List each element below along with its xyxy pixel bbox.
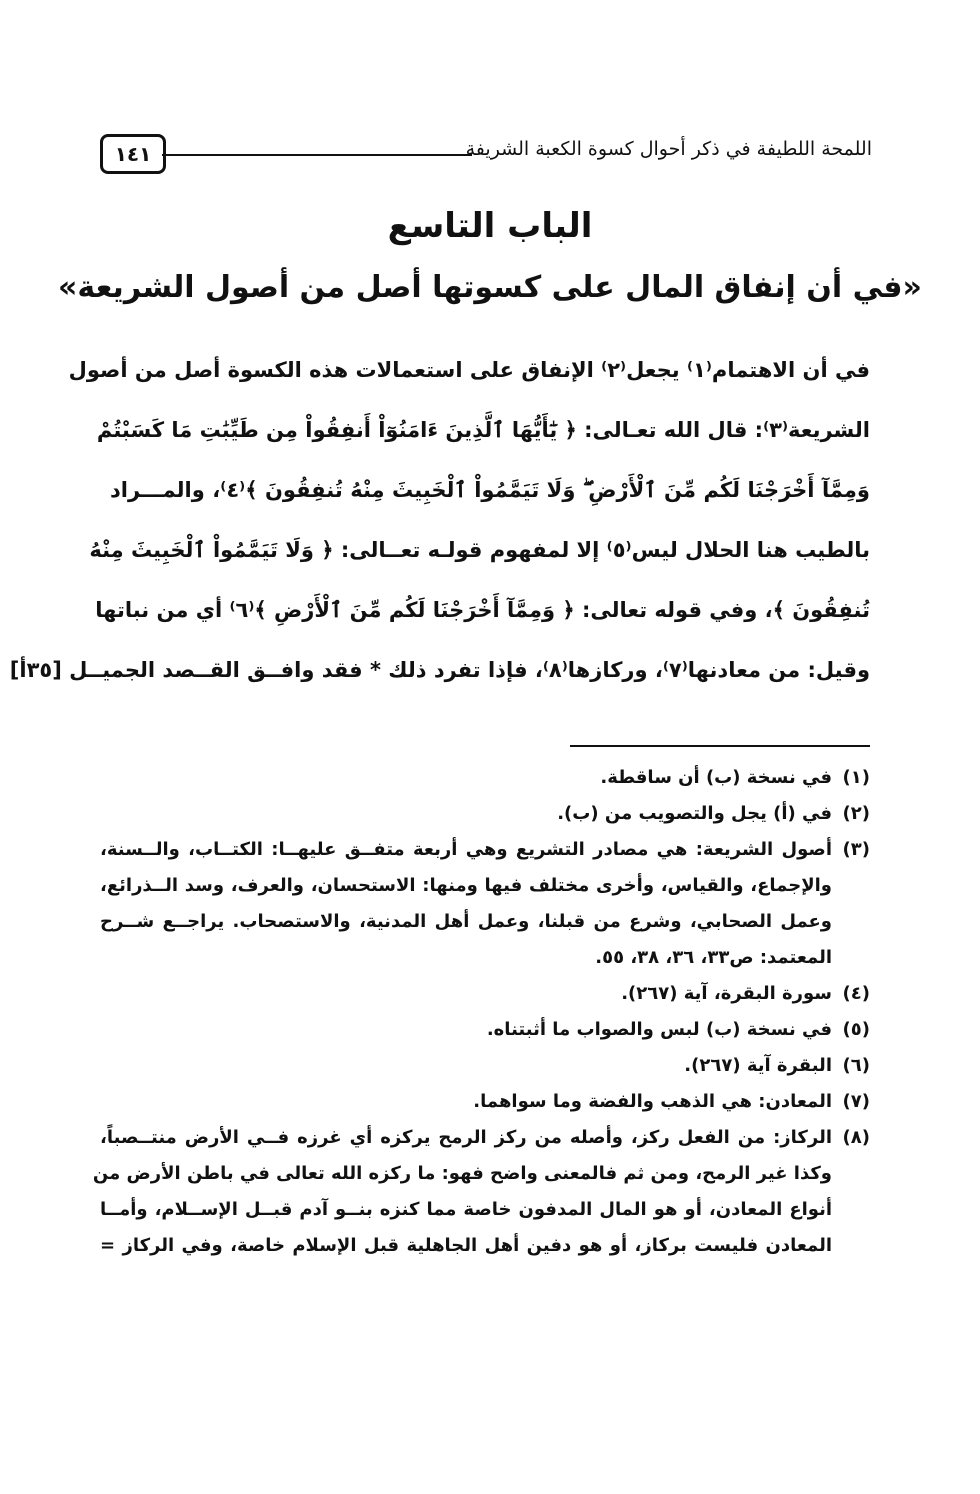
footnote-5 [100, 1012, 870, 1048]
running-title: اللمحة اللطيفة في ذكر أحوال كسوة الكعبة الشريفة [465, 138, 872, 160]
footnote-number: (٦) [842, 1055, 870, 1076]
header-rule [162, 154, 472, 156]
footnote-text: في نسخة (ب) أن ساقطة. [600, 767, 832, 788]
footnote-separator [570, 745, 870, 747]
chapter-subtitle: «في أن إنفاق المال على كسوتها أصل من أصول الشريعة» [58, 270, 922, 305]
footnote-2 [100, 796, 870, 832]
footnote-text: المعادن فليست بركاز، أو هو دفين أهل الجاهلية قبل الإسلام خاصة، وفي الركاز = [100, 1235, 832, 1256]
paragraph-line: تُنفِقُونَ ﴾، وفي قوله تعالى: ﴿ وَمِمَّآ أَخْرَجْنَا لَكُم مِّنَ ٱلْأَرْضِ ﴾⁽٦⁾ أي من نباتها [95, 598, 870, 622]
footnote-text: أنواع المعادن، أو هو المال المدفون خاصة مما كنزه بنــو آدم قبــل الإســلام، وأمــا [100, 1199, 832, 1220]
running-header [100, 132, 872, 176]
footnote-number: (١) [842, 767, 870, 788]
footnote-number: (٧) [842, 1091, 870, 1112]
footnote-number: (٢) [842, 803, 870, 824]
paragraph-line: وَمِمَّآ أَخْرَجْنَا لَكُم مِّنَ ٱلْأَرْضِ ۖ وَلَا تَيَمَّمُواْ ٱلْخَبِيثَ مِنْهُ تُنفِقُونَ ﴾⁽٤⁾، والمـــراد [110, 478, 870, 502]
footnote-text: سورة البقرة، آية (٢٦٧). [621, 983, 832, 1004]
paragraph-line: الشريعة⁽٣⁾: قال الله تعـالى: ﴿ يَٰٓأَيُّهَا ٱلَّذِينَ ءَامَنُوٓاْ أَنفِقُواْ مِن طَيِّبَٰتِ مَا كَسَبْتُمْ [96, 418, 870, 442]
paragraph-line: وقيل: من معادنها⁽٧⁾، وركازها⁽٨⁾، فإذا تفرد ذلك * فقد وافــق القــصد الجميــل [٣٥أ] [9, 658, 870, 682]
main-paragraph [9, 340, 870, 700]
footnote-8 [92, 1120, 870, 1264]
footnote-text: وعمل الصحابي، وشرع من قبلنا، وعمل أهل المدنية، والاستصحاب. يراجــع شــرح [100, 911, 832, 932]
footnote-4 [100, 976, 870, 1012]
footnote-text: البقرة آية (٢٦٧). [684, 1055, 832, 1076]
footnotes [92, 760, 870, 1264]
chapter-title: الباب التاسع [387, 206, 593, 246]
footnote-number: (٨) [842, 1127, 870, 1148]
footnote-number: (٣) [842, 839, 870, 860]
footnote-3 [100, 832, 870, 976]
paragraph-line: في أن الاهتمام⁽١⁾ يجعل⁽٢⁾ الإنفاق على استعمالات هذه الكسوة أصل من أصول [68, 358, 870, 382]
footnote-text: المعتمد: ص٣٣، ٣٦، ٣٨، ٥٥. [595, 947, 832, 968]
page-number: ١٤١ [100, 134, 166, 174]
footnote-6 [100, 1048, 870, 1084]
footnote-7 [100, 1084, 870, 1120]
footnote-text: الركاز: من الفعل ركز، وأصله من ركز الرمح يركزه أي غرزه فــي الأرض منتــصباً، [100, 1127, 832, 1148]
footnote-text: والإجماع، والقياس، وأخرى مختلف فيها ومنها: الاستحسان، والعرف، وسد الــذرائع، [100, 875, 832, 896]
footnote-text: أصول الشريعة: هي مصادر التشريع وهي أربعة متفــق عليهــا: الكتــاب، والــسنة، [100, 839, 832, 860]
footnote-number: (٤) [842, 983, 870, 1004]
footnote-1 [100, 760, 870, 796]
paragraph-line: بالطيب هنا الحلال ليس⁽٥⁾ إلا لمفهوم قولـه تعــالى: ﴿ وَلَا تَيَمَّمُواْ ٱلْخَبِيثَ مِنْهُ [89, 538, 870, 562]
footnote-text: في (أ) يجل والتصويب من (ب). [557, 803, 832, 824]
footnote-text: في نسخة (ب) لبس والصواب ما أثبتناه. [486, 1019, 832, 1040]
footnote-text: المعادن: هي الذهب والفضة وما سواهما. [473, 1091, 832, 1112]
footnote-text: وكذا غير الرمح، ومن ثم فالمعنى واضح فهو: ما ركزه الله تعالى في باطن الأرض من [92, 1163, 832, 1184]
footnote-number: (٥) [842, 1019, 870, 1040]
